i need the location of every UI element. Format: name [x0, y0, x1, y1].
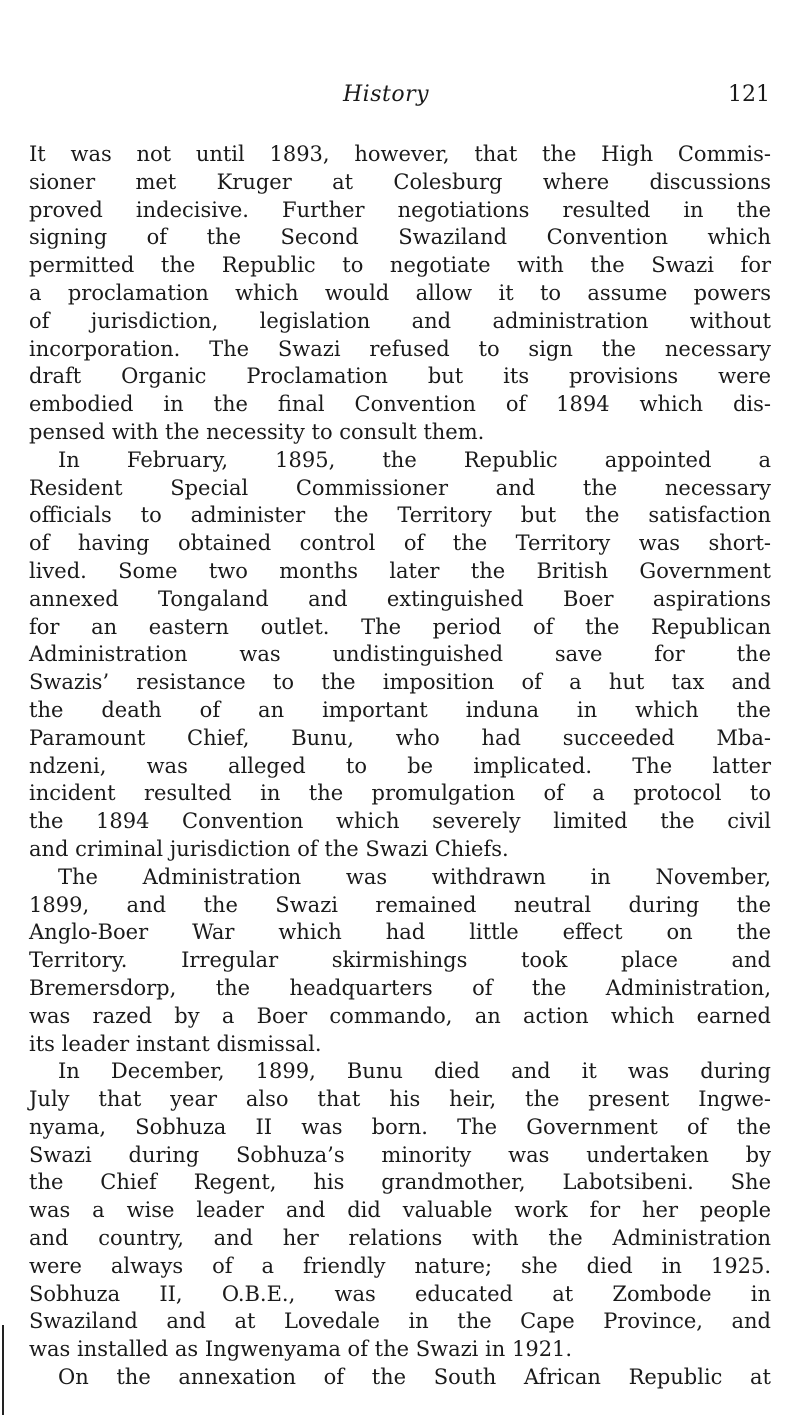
text-line: were always of a friendly nature; she died in 1925.	[29, 1253, 771, 1278]
text-line: the death of an important induna in which the	[29, 697, 771, 722]
text-line: Swazis’ resistance to the imposition of a hut tax and	[29, 670, 771, 695]
text-line: was installed as Ingwenyama of the Swazi in 1921.	[29, 1337, 573, 1362]
text-line: for an eastern outlet. The period of the Republican	[29, 614, 771, 639]
margin-rule	[2, 1325, 4, 1415]
text-line: was a wise leader and did valuable work for her people	[29, 1198, 771, 1223]
text-line: the 1894 Convention which severely limited the civil	[29, 809, 771, 834]
text-line: draft Organic Proclamation but its provisions were	[29, 364, 771, 389]
text-line: In February, 1895, the Republic appointed a	[58, 447, 771, 472]
text-line: Anglo-Boer War which had little effect on the	[29, 920, 771, 945]
text-line: signing of the Second Swaziland Convention which	[29, 225, 771, 250]
text-line: On the annexation of the South African Republic at	[58, 1365, 771, 1390]
text-line: It was not until 1893, however, that the High Commis-	[29, 142, 771, 166]
text-line: officials to administer the Territory but the satisfaction	[29, 503, 771, 528]
text-line: The Administration was withdrawn in November,	[58, 864, 771, 889]
text-line: proved indecisive. Further negotiations resulted in the	[29, 197, 771, 222]
text-line: Swaziland and at Lovedale in the Cape Province, and	[29, 1309, 771, 1334]
text-line: and criminal jurisdiction of the Swazi Chiefs.	[29, 836, 509, 861]
text-line: Resident Special Commissioner and the necessary	[29, 475, 771, 500]
text-line: pensed with the necessity to consult them.	[29, 419, 485, 444]
text-line: ndzeni, was alleged to be implicated. The latter	[29, 753, 771, 778]
text-line: a proclamation which would allow it to assume powers	[29, 280, 771, 305]
text-line: nyama, Sobhuza II was born. The Government of the	[29, 1114, 771, 1139]
text-line: embodied in the final Convention of 1894 which dis-	[29, 392, 771, 417]
text-line: and country, and her relations with the Administration	[29, 1226, 771, 1251]
text-line: of jurisdiction, legislation and administration without	[29, 308, 771, 333]
text-line: the Chief Regent, his grandmother, Labotsibeni. She	[29, 1170, 771, 1195]
text-line: incorporation. The Swazi refused to sign the necessary	[29, 336, 771, 361]
text-line: July that year also that his heir, the present Ingwe-	[29, 1087, 771, 1112]
text-line: permitted the Republic to negotiate with the Swazi for	[29, 253, 771, 278]
running-header	[0, 82, 800, 122]
text-line: of having obtained control of the Territory was short-	[29, 531, 771, 556]
text-line: lived. Some two months later the British Government	[29, 558, 771, 583]
text-line: incident resulted in the promulgation of a protocol to	[29, 781, 771, 806]
text-line: its leader instant dismissal.	[29, 1031, 322, 1056]
text-line: Territory. Irregular skirmishings took place and	[29, 948, 771, 973]
text-line: Administration was undistinguished save for the	[29, 642, 771, 667]
page-number: 121	[728, 82, 770, 107]
text-line: sioner met Kruger at Colesburg where discussions	[29, 169, 771, 194]
running-header-title: History	[343, 82, 430, 107]
text-line: 1899, and the Swazi remained neutral during the	[29, 892, 771, 917]
text-line: Bremersdorp, the headquarters of the Administration,	[29, 975, 771, 1000]
text-line: Paramount Chief, Bunu, who had succeeded Mba-	[29, 725, 771, 750]
text-line: Sobhuza II, O.B.E., was educated at Zombode in	[29, 1281, 771, 1306]
body-text	[29, 141, 771, 1392]
text-line: In December, 1899, Bunu died and it was during	[58, 1059, 771, 1084]
text-line: Swazi during Sobhuza’s minority was undertaken by	[29, 1142, 771, 1167]
text-line: annexed Tongaland and extinguished Boer aspirations	[29, 586, 771, 611]
text-line: was razed by a Boer commando, an action which earned	[29, 1003, 771, 1028]
